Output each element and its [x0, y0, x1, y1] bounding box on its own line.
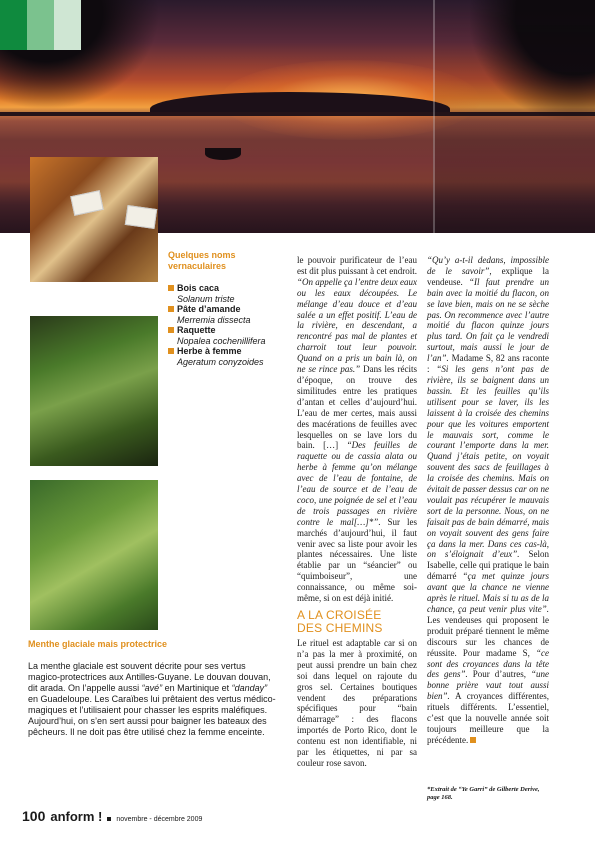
quote-text: “Des feuilles de raquette ou de cassia alata ou herbe à femme qu’on mélange avec de l’eau de fontaine, de l’eau de source et de l’eau de coco, une poignée de sel et l’eau de trois passages en rivière contre le mal[…]*” [297, 440, 417, 527]
footer-separator [107, 817, 111, 821]
section-tabs [0, 0, 81, 50]
menthe-text-3: en Guadeloupe. Les Caraïbes lui prêtaient des vertus médico-magiques et l’utilisaient pour chasser les esprits maléfiques. Aujourd’hui, on s’en sert aussi pour baigner les bateaux des pêcheurs. Il ne doit pas être utilisé chez la femme enceinte. [28, 694, 276, 737]
paragraph [297, 638, 417, 769]
issue-date: novembre - décembre 2009 [116, 816, 203, 823]
page-number: 100 [22, 808, 46, 824]
scientific-name: Solanum triste [177, 293, 235, 304]
list-item [168, 325, 288, 346]
hero-photo-right-panel [433, 0, 595, 233]
list-item [168, 346, 288, 367]
body-text: . Sur les marchés d’aujourd’hui, il faut venir avec sa liste pour avoir les plantes nécessaires. Une liste établie par un “séancier” ou “quimboiseur”, une connaissance, ou même soi-même, si on est déjà initié. [297, 516, 418, 604]
body-text: Pour d’autres, [467, 669, 531, 680]
price-sign [125, 205, 157, 229]
market-stall-photo [30, 157, 158, 282]
quote-text: “ça met quinze jours avant que la chance ne vienne après le rituel. Mais si tu as de la chance, ça peut venir plus vite”. [427, 571, 549, 614]
magazine-name: anform ! [50, 809, 103, 824]
list-item [168, 283, 288, 304]
quote-text: “ce sont des croyances dans la tête des gens”. [427, 647, 549, 680]
section-heading-line-2: DES CHEMINS [297, 621, 383, 635]
common-name: Herbe à femme [168, 346, 242, 356]
menthe-title: Menthe glaciale mais protectrice [28, 639, 168, 649]
quote-text: “Il faut prendre un bain avec la moitié du flacon, on se lave bien, mais on ne se sèche pas. On recommence avec l’autre moitié du flacon quinze jours plus tard. On fait ça le vendredi surtout, mais aussi le jour de l’an”. [427, 276, 549, 364]
body-text: Madame S, 82 ans raconte : [427, 353, 549, 375]
footnote: *Extrait de “Ye Garri” de Gilberte Derive, page 168. [427, 786, 540, 801]
paragraph [297, 255, 417, 604]
scientific-name: Merremia dissecta [177, 314, 251, 325]
menthe-ave: “avé” [141, 683, 163, 693]
body-text: , explique la vendeuse. [427, 265, 549, 287]
common-name: Bois caca [168, 283, 219, 293]
menthe-text-2: en Martinique et [162, 683, 232, 693]
article-column-2 [427, 255, 549, 746]
green-leaves-photo [30, 480, 158, 630]
body-text: A croyances différentes, rituels différents. L’essentiel, c’est que la nouvelle année soit toujours meilleure que la précédente. [427, 691, 549, 745]
body-text: le pouvoir purificateur de l’eau est dit plus puissant à cet endroit. [297, 255, 417, 276]
body-text: Dans les récits d’époque, on trouve des similitudes entre les pratiques d’antan et celles d’aujourd’hui. L’eau de mer certes, mais aussi des macérations de feuilles avec lesquelles on se lave lors du bain. […] [297, 364, 417, 451]
article-column-1 [297, 255, 417, 769]
paragraph [427, 255, 549, 746]
section-heading [297, 609, 417, 635]
quote-text: “Si les gens n’ont pas de rivière, ils se baignent dans un bassin. Et les feuilles qu’ils utilisent pour se laver, ils les laissent à la croisée des chemins pour que les voitures emportent le mauvais sort, comme le courant l’emporte dans la mer. Quand j’étais petite, on voyait souvent des sacs de feuillages à la croisée des chemins. Mais on évitait de passer dessus car on ne voulait pas récupérer le mauvais sort de la personne. Nous, on ne faisait pas de bain démarré, mais on voyait souvent des gens faire ça dans la mer. Dans ces cas-là, on s’éloignait d’eux”. [427, 364, 549, 560]
common-name: Raquette [168, 325, 216, 335]
scientific-name: Ageratum conyzoides [177, 356, 264, 367]
menthe-text-1: La menthe glaciale est souvent décrite pour ses vertus magico-protectrices aux Antilles-Guyane. Le douvan douvan, dit arada. On l’appelle aussi [28, 661, 271, 693]
sidebar-title: Quelques noms vernaculaires [168, 250, 236, 271]
quote-text: “Qu’y a-t-il dedans, impossible de le savoir” [427, 255, 549, 276]
price-sign [70, 190, 104, 216]
body-text: Le rituel est adaptable car si on n’a pas la mer à proximité, on peut aussi prendre un bain chez soi dans lequel on rajoute du gros sel. Certaines boutiques vendent des préparations spécifiques pour “bain démarrage” : des flacons importés de Porto Rico, dont le contenu est non identifiable, ni par les étiquettes, ni par sa couleur rose savon. [297, 638, 417, 768]
vernacular-names-list [168, 283, 288, 367]
section-tab-dark-green [0, 0, 27, 50]
menthe-danday: “danday” [231, 683, 268, 693]
section-tab-light-green [54, 0, 81, 50]
page-footer [22, 808, 202, 824]
end-mark [470, 737, 476, 743]
body-text: Les vendeuses qui proposent le produit préparé tiennent le même discours sur les chances de réussite. Pour madame S, [427, 614, 549, 658]
quote-text: “On appelle ça l’entre deux eaux ou les eaux découpées. Le mélange d’eau douce et d’eau salée a un effet positif. L’eau de la rivière, en descendant, a rencontré pas mal de plantes et charroit tout leur pouvoir. Quand on a pris un bain là, on ne se rince pas.” [297, 276, 417, 375]
common-name: Pâte d’amande [168, 304, 241, 314]
body-text: Selon Isabelle, celle qui pratique le bain démarré [427, 549, 549, 582]
list-item [168, 304, 288, 325]
quote-text: “une bonne prière vaut tout aussi bien”. [427, 669, 549, 702]
section-tab-mid-green [27, 0, 54, 50]
boat-silhouette [205, 148, 241, 160]
menthe-body [28, 661, 278, 738]
scientific-name: Nopalea cochenillifera [177, 335, 266, 346]
section-heading-line-1: A LA CROISÉE [297, 608, 382, 622]
bagged-leaves-photo [30, 316, 158, 466]
